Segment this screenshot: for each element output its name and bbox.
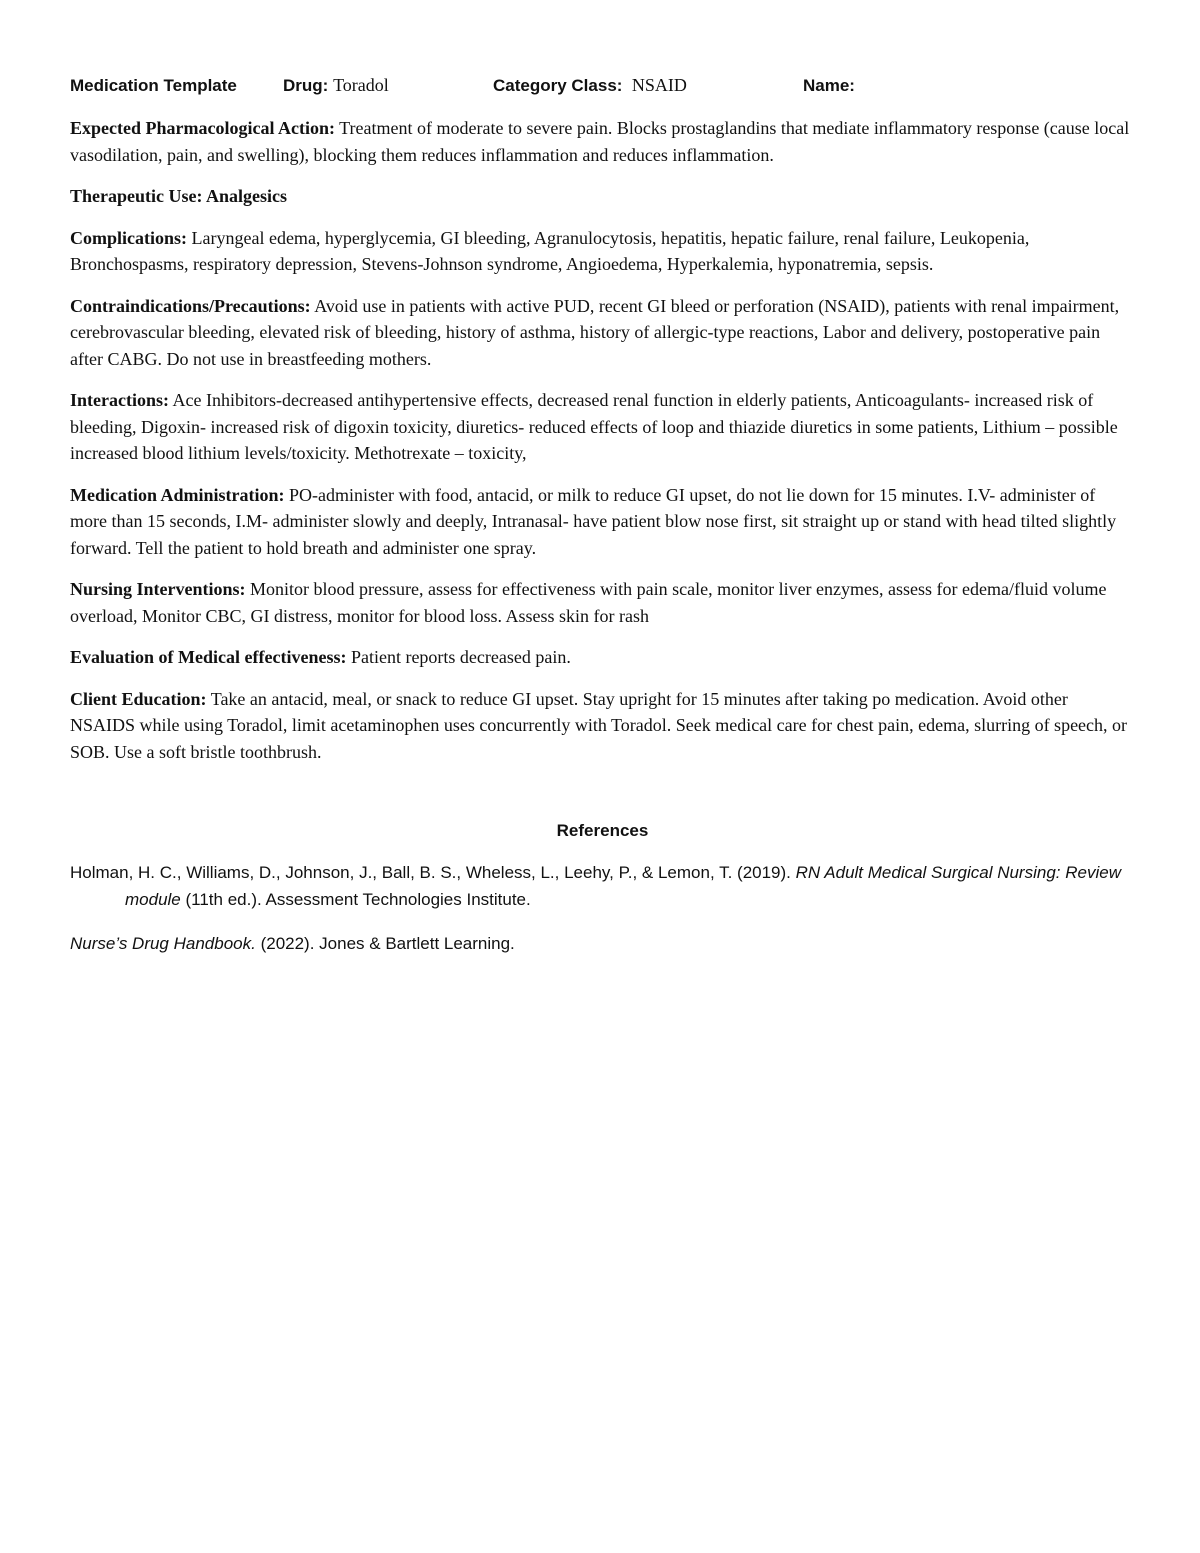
section-label: Therapeutic Use: Analgesics bbox=[70, 186, 287, 206]
category-label: Category Class: bbox=[493, 76, 623, 95]
reference-entry bbox=[70, 859, 1135, 913]
section-label: Interactions: bbox=[70, 390, 169, 410]
section-text: Avoid use in patients with active PUD, recent GI bleed or perforation (NSAID), patients with renal impairment, cerebrovascular bleeding, elevated risk of bleeding, history of asthma, history of allergic-type reactions, Labor and delivery, postoperative pain after CABG. Do not use in breastfeeding mothers. bbox=[70, 295, 1120, 369]
section-text: Patient reports decreased pain. bbox=[350, 647, 571, 667]
section-text: PO-administer with food, antacid, or milk to reduce GI upset, do not lie down for 15 minutes. I.V- administer of more than 15 seconds, I.M- administer slowly and deeply, Intranasal- have patient blow nose first, sit straight up or stand with head tilted slightly forward. Tell the patient to hold breath and administer one spray. bbox=[70, 484, 1117, 558]
section-label: Complications: bbox=[70, 227, 187, 248]
reference-publisher: (2022). Jones & Bartlett Learning. bbox=[260, 934, 515, 953]
reference-entry bbox=[70, 930, 1135, 957]
template-label: Medication Template bbox=[70, 76, 237, 95]
name-label: Name: bbox=[803, 76, 855, 95]
section-text: Ace Inhibitors-decreased antihypertensive effects, decreased renal function in elderly patients, Anticoagulants- increased risk of bleeding, Digoxin- increased risk of digoxin toxicity, diuretics- reduced effects of loop and thiazide diuretics in some patients, Lithium – possible increased blood lithium levels/toxicity. Methotrexate – toxicity, bbox=[70, 390, 1118, 463]
section-text: Take an antacid, meal, or snack to reduce GI upset. Stay upright for 15 minutes after taking po medication. Avoid other NSAIDS while using Toradol, limit acetaminophen uses concurrently with Toradol. Seek medical care for chest pain, edema, slurring of speech, or SOB. Use a soft bristle toothbrush. bbox=[70, 688, 1128, 762]
section-label: Medication Administration: bbox=[70, 484, 285, 505]
template-header bbox=[70, 72, 1135, 99]
section-label: Expected Pharmacological Action: bbox=[70, 118, 335, 138]
section-interactions bbox=[70, 387, 1135, 467]
reference-title: Nurse’s Drug Handbook. bbox=[70, 934, 256, 953]
section-client-education bbox=[70, 686, 1135, 766]
section-complications bbox=[70, 225, 1135, 278]
section-label: Evaluation of Medical effectiveness: bbox=[70, 647, 347, 667]
section-evaluation bbox=[70, 644, 1135, 671]
section-expected-action bbox=[70, 115, 1135, 168]
section-administration bbox=[70, 482, 1135, 562]
section-contraindications bbox=[70, 293, 1135, 373]
drug-value: Toradol bbox=[333, 75, 389, 95]
section-text: Laryngeal edema, hyperglycemia, GI bleeding, Agranulocytosis, hepatitis, hepatic failure, renal failure, Leukopenia, Bronchospasms, respiratory depression, Stevens-Johnson syndrome, Angioedema, Hyperkalemia, hyponatremia, sepsis. bbox=[70, 227, 1030, 274]
section-label: Nursing Interventions: bbox=[70, 579, 246, 599]
category-value: NSAID bbox=[631, 75, 687, 95]
references-section bbox=[70, 817, 1135, 957]
document-page bbox=[70, 72, 1135, 974]
section-label: Contraindications/Precautions: bbox=[70, 295, 311, 316]
references-title: References bbox=[556, 821, 649, 840]
reference-authors: Holman, H. C., Williams, D., Johnson, J., Ball, B. S., Wheless, L., Leehy, P., & Lemon, T. (2019). bbox=[70, 863, 791, 882]
section-therapeutic-use bbox=[70, 183, 1135, 210]
reference-publisher: (11th ed.). Assessment Technologies Institute. bbox=[185, 890, 531, 909]
section-text: Monitor blood pressure, assess for effectiveness with pain scale, monitor liver enzymes, assess for edema/fluid volume overload, Monitor CBC, GI distress, monitor for blood loss. Assess skin for rash bbox=[70, 579, 1107, 626]
drug-label: Drug: bbox=[283, 76, 329, 95]
reference-title: RN Adult Medical Surgical Nursing: Review module bbox=[125, 863, 1121, 909]
section-text: Treatment of moderate to severe pain. Blocks prostaglandins that mediate inflammatory response (cause local vasodilation, pain, and swelling), blocking them reduces inflammation and reduces inflammation. bbox=[70, 118, 1130, 165]
section-label: Client Education: bbox=[70, 688, 207, 709]
section-nursing-interventions bbox=[70, 576, 1135, 629]
